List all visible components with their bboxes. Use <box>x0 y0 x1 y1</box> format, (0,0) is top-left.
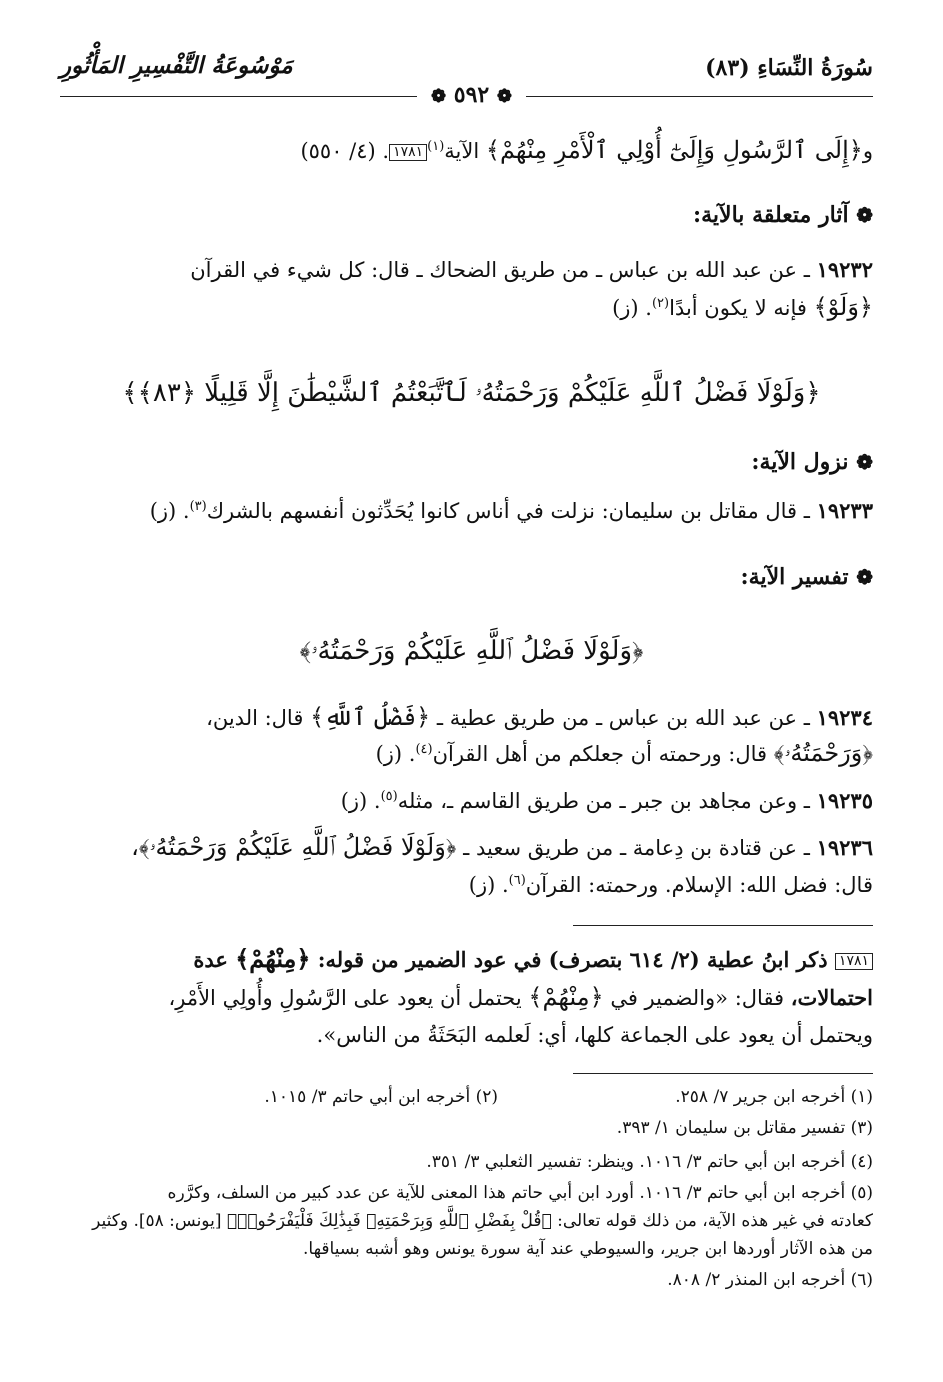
narration-text: ـ عن قتادة بن دِعامة ـ من طريق سعيد ـ <box>456 836 817 860</box>
footnote-5-line3: من هذه الآثار أوردها ابن جرير، والسيوطي عند آية سورة يونس وهو أشبه بسياقها. <box>302 1239 873 1259</box>
continued-line <box>65 135 873 166</box>
quran-verse: ﴿قُلْ بِفَضْلِ ٱللَّهِ وَبِرَحْمَتِهِۦ فَبِذَٰلِكَ فَلْيَفْرَحُوا۟﴾ <box>226 1211 552 1231</box>
narration-19232-line2 <box>65 292 873 323</box>
footnote-text: [يونس: ٥٨]. وكثير <box>92 1211 227 1231</box>
narration-number: ١٩٢٣٦ <box>816 835 873 860</box>
narration-text: فإنه لا يكون أبدًا <box>669 296 814 320</box>
volume-ref: . (٤/ ٥٥٠) <box>300 139 390 163</box>
narration-19234-line1 <box>65 702 873 733</box>
narration-number: ١٩٢٣٢ <box>816 257 873 282</box>
quran-verse: ﴿مِنْهُمْ﴾ <box>235 944 311 973</box>
narration-text: قال: الدين، <box>206 706 311 730</box>
commentary-line3 <box>65 1020 873 1050</box>
page-number: ٥٩٢ <box>453 82 490 108</box>
narration-text: ـ عن عبد الله بن عباس ـ من طريق الضحاك ـ قال: كل شيء في القرآن <box>190 258 817 282</box>
footnote-ref: (٦) <box>508 873 526 888</box>
narration-19236-line1 <box>65 832 873 863</box>
narration-text: ـ عن عبد الله بن عباس ـ من طريق عطية ـ <box>430 706 817 730</box>
footnote-ref: (٥) <box>380 789 398 804</box>
flower-icon: ❁ <box>856 565 873 589</box>
footnote-4: (٤) أخرجه ابن أبي حاتم ٣/ ١٠١٦. وينظر: تفسير الثعلبي ٣/ ٣٥١. <box>426 1152 873 1172</box>
commentary-text: عدة <box>193 947 236 972</box>
ornament-icon: ❁ <box>496 86 512 107</box>
narration-text: قال: فضل الله: الإسلام. ورحمته: القرآن <box>525 873 873 897</box>
section-heading-athar <box>65 200 873 230</box>
narration-number: ١٩٢٣٥ <box>816 788 873 813</box>
source-code: . (ز) <box>375 742 416 766</box>
footnote-3: (٣) تفسير مقاتل بن سليمان ١/ ٣٩٣. <box>616 1118 873 1138</box>
quran-verse: ﴿وَلَوْلَا فَضْلُ ٱللَّهِ عَلَيْكُمْ وَرَحْمَتُهُۥ﴾، <box>131 833 457 861</box>
ornament-icon: ❁ <box>431 86 447 107</box>
footnote-5-line2 <box>92 1208 873 1234</box>
page-number-wrap <box>0 82 943 108</box>
commentary-rule <box>573 925 873 926</box>
footnote-ref: (١) <box>427 139 445 154</box>
narration-number: ١٩٢٣٣ <box>816 498 873 523</box>
commentary-text: ويحتمل أن يعود على الجماعة كلها، أي: لَعلمه البَحَثَةُ من الناس». <box>316 1023 873 1047</box>
quran-verse: ﴿وَلَوْ﴾ <box>813 293 873 321</box>
section-title: آثار متعلقة بالآية: <box>693 202 849 228</box>
quran-verse: ﴿فَضْلُ ٱللَّهِ﴾ <box>310 703 431 731</box>
quran-verse: ﴿مِنْهُمْ﴾ <box>528 983 604 1011</box>
commentary-line1 <box>65 944 873 975</box>
prefix-text: و <box>862 139 873 163</box>
commentary-text: ذكر ابنُ عطية (٢/ ٦١٤ بتصرف) في عود الضمير من قوله: <box>310 947 835 972</box>
quran-verse: ﴿وَرَحْمَتُهُۥ﴾ <box>773 739 873 767</box>
flower-icon: ❁ <box>856 450 873 474</box>
footnote-text: كعادته في غير هذه الآية، من ذلك قوله تعالى: <box>551 1211 873 1231</box>
section-title: تفسير الآية: <box>740 564 849 590</box>
footnote-ref: (٣) <box>189 499 207 514</box>
footnotes-rule <box>573 1073 873 1074</box>
text: الآية <box>444 139 486 163</box>
footnote-ref: (٢) <box>651 296 670 311</box>
commentary-text: يحتمل أن يعود على الرَّسُولِ وأُولِي الأَمْرِ، <box>168 986 529 1010</box>
source-code: . (ز) <box>612 296 652 320</box>
source-code: . (ز) <box>340 789 381 813</box>
commentary-text: احتمالات، <box>790 985 873 1010</box>
narration-number: ١٩٢٣٤ <box>816 705 873 730</box>
surah-header: سُورَةُ النِّسَاءِ (٨٣) <box>705 55 873 81</box>
commentary-ref-box: ١٧٨١ <box>389 144 427 161</box>
flower-icon: ❁ <box>856 203 873 227</box>
narration-text: قال: ورحمته أن جعلكم من أهل القرآن <box>432 742 774 766</box>
commentary-text: فقال: «والضمير في <box>603 986 791 1010</box>
page-number-box <box>417 82 526 108</box>
narration-text: ـ قال مقاتل بن سليمان: نزلت في أناس كانوا يُحَدِّثون أنفسهم بالشرك <box>206 499 817 523</box>
book-title: مَوْسُوعَةُ التَّفْسِيرِ المَأْثُورِ <box>60 52 293 79</box>
footnote-5-line1: (٥) أخرجه ابن أبي حاتم ٣/ ١٠١٦. أورد ابن أبي حاتم هذا المعنى للآية عن عدد كبير من السلف، وكرَّره <box>167 1183 873 1203</box>
footnote-1: (١) أخرجه ابن جرير ٧/ ٢٥٨. <box>675 1087 873 1107</box>
narration-19236-line2 <box>65 870 873 900</box>
section-heading-nuzul <box>65 447 873 477</box>
narration-19233 <box>65 496 873 526</box>
narration-19235 <box>65 786 873 816</box>
commentary-line2 <box>65 982 873 1013</box>
verse-83: ﴿وَلَوْلَا فَضْلُ ٱللَّهِ عَلَيْكُمْ وَرَحْمَتُهُۥ لَٱتَّبَعْتُمُ ٱلشَّيْطَٰنَ إِلَّا قَلِيلًا ﴿٨٣﴾﴾ <box>122 378 821 408</box>
verse-subheading: ﴿وَلَوْلَا فَضْلُ ٱللَّهِ عَلَيْكُمْ وَرَحْمَتُهُۥ﴾ <box>299 636 644 666</box>
source-code: . (ز) <box>468 873 509 897</box>
narration-text: ـ وعن مجاهد بن جبر ـ من طريق القاسم ـ، مثله <box>397 789 817 813</box>
section-heading-tafsir <box>65 562 873 592</box>
narration-19234-line2 <box>65 738 873 769</box>
footnote-2: (٢) أخرجه ابن أبي حاتم ٣/ ١٠١٥. <box>264 1087 498 1107</box>
source-code: . (ز) <box>149 499 190 523</box>
narration-19232-line1 <box>65 255 873 285</box>
section-title: نزول الآية: <box>751 449 849 475</box>
quran-verse: ﴿إِلَى ٱلرَّسُولِ وَإِلَىٰٓ أُوْلِي ٱلْأَمْرِ مِنْهُمْ﴾ <box>485 136 863 164</box>
commentary-ref-box: ١٧٨١ <box>835 953 873 970</box>
footnote-6: (٦) أخرجه ابن المنذر ٢/ ٨٠٨. <box>667 1270 873 1290</box>
footnote-ref: (٤) <box>415 742 433 757</box>
